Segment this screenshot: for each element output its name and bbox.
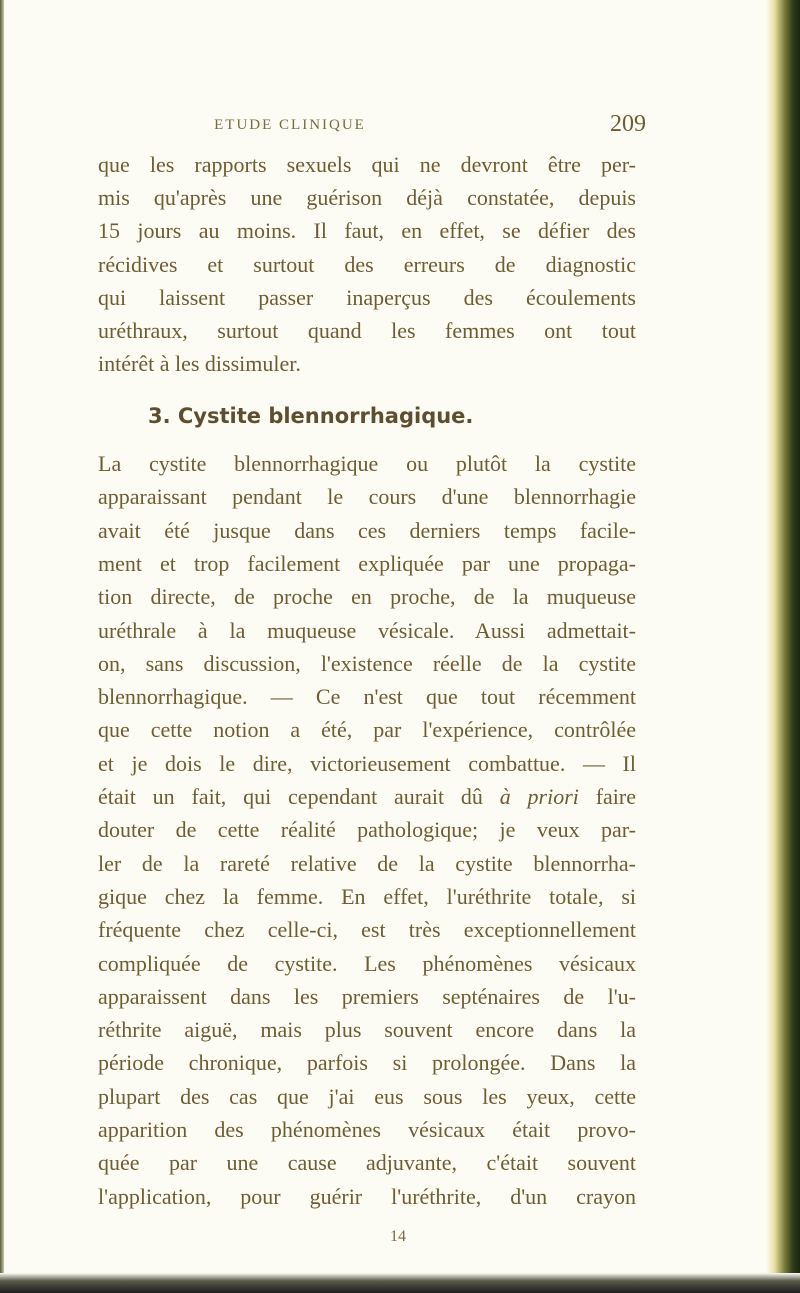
text-line: réthrite aiguë, mais plus souvent encore dans la bbox=[98, 1017, 636, 1043]
text-line: tion directe, de proche en proche, de la muqueuse bbox=[98, 584, 636, 610]
text-line: apparition des phénomènes vésicaux était provo- bbox=[98, 1117, 636, 1142]
text-line: uréthraux, surtout quand les femmes ont tout bbox=[98, 318, 636, 343]
text-line: plupart des cas que j'ai eus sous les yeux, cette bbox=[98, 1083, 636, 1109]
text-line: intérêt à les dissimuler. bbox=[98, 351, 301, 377]
text-line: compliquée de cystite. Les phénomènes vésicaux bbox=[98, 950, 636, 976]
text-line: ment et trop facilement expliquée par une propaga- bbox=[98, 550, 636, 576]
text-line: mis qu'après une guérison déjà constatée, depuis bbox=[98, 185, 636, 211]
text-line: que cette notion a été, par l'expérience, contrôlée bbox=[98, 717, 636, 743]
text-line: l'application, pour guérir l'uréthrite, d'un crayon bbox=[98, 1183, 636, 1209]
text-line: que les rapports sexuels qui ne devront être per- bbox=[98, 152, 636, 177]
text-line: on, sans discussion, l'existence réelle de la cystite bbox=[98, 650, 636, 676]
text-line: apparaissent dans les premiers septénaires de l'u- bbox=[98, 983, 636, 1009]
text-line: fréquente chez celle-ci, est très exceptionnellement bbox=[98, 917, 636, 943]
page-bottom-edge bbox=[0, 1273, 800, 1293]
text-line: période chronique, parfois si prolongée. Dans la bbox=[98, 1050, 636, 1076]
text-line: uréthrale à la muqueuse vésicale. Aussi admettait- bbox=[98, 617, 636, 643]
text-line: récidives et surtout des erreurs de diagnostic bbox=[98, 251, 636, 277]
section-heading: 3. Cystite blennorrhagique. bbox=[148, 404, 474, 428]
text-line: 15 jours au moins. Il faut, en effet, se défier des bbox=[98, 218, 636, 244]
text-line: et je dois le dire, victorieusement combattue. — Il bbox=[98, 750, 636, 776]
text-segment: faire bbox=[578, 784, 637, 809]
text-line: avait été jusque dans ces derniers temps facile- bbox=[98, 517, 636, 543]
text-line: quée par une cause adjuvante, c'était souvent bbox=[98, 1150, 636, 1176]
text-line: gique chez la femme. En effet, l'uréthrite totale, si bbox=[98, 883, 636, 909]
text-line: qui laissent passer inaperçus des écoulements bbox=[98, 284, 636, 310]
text-line: apparaissant pendant le cours d'une blennorrhagie bbox=[98, 484, 636, 510]
italic-phrase: à priori bbox=[499, 784, 579, 809]
page-number: 209 bbox=[610, 111, 646, 137]
text-line: ler de la rareté relative de la cystite blennorrha- bbox=[98, 850, 636, 876]
book-binding-edge bbox=[766, 0, 800, 1293]
page-left-edge bbox=[0, 0, 4, 1293]
text-segment: était un fait, qui cependant aurait dû bbox=[98, 784, 500, 809]
text-line: douter de cette réalité pathologique; je veux par- bbox=[98, 817, 636, 843]
running-head: ETUDE CLINIQUE bbox=[214, 117, 366, 133]
text-line bbox=[98, 782, 636, 812]
text-line: blennorrhagique. — Ce n'est que tout récemment bbox=[98, 684, 636, 710]
signature-mark: 14 bbox=[390, 1228, 406, 1245]
text-line: La cystite blennorrhagique ou plutôt la cystite bbox=[98, 451, 636, 476]
